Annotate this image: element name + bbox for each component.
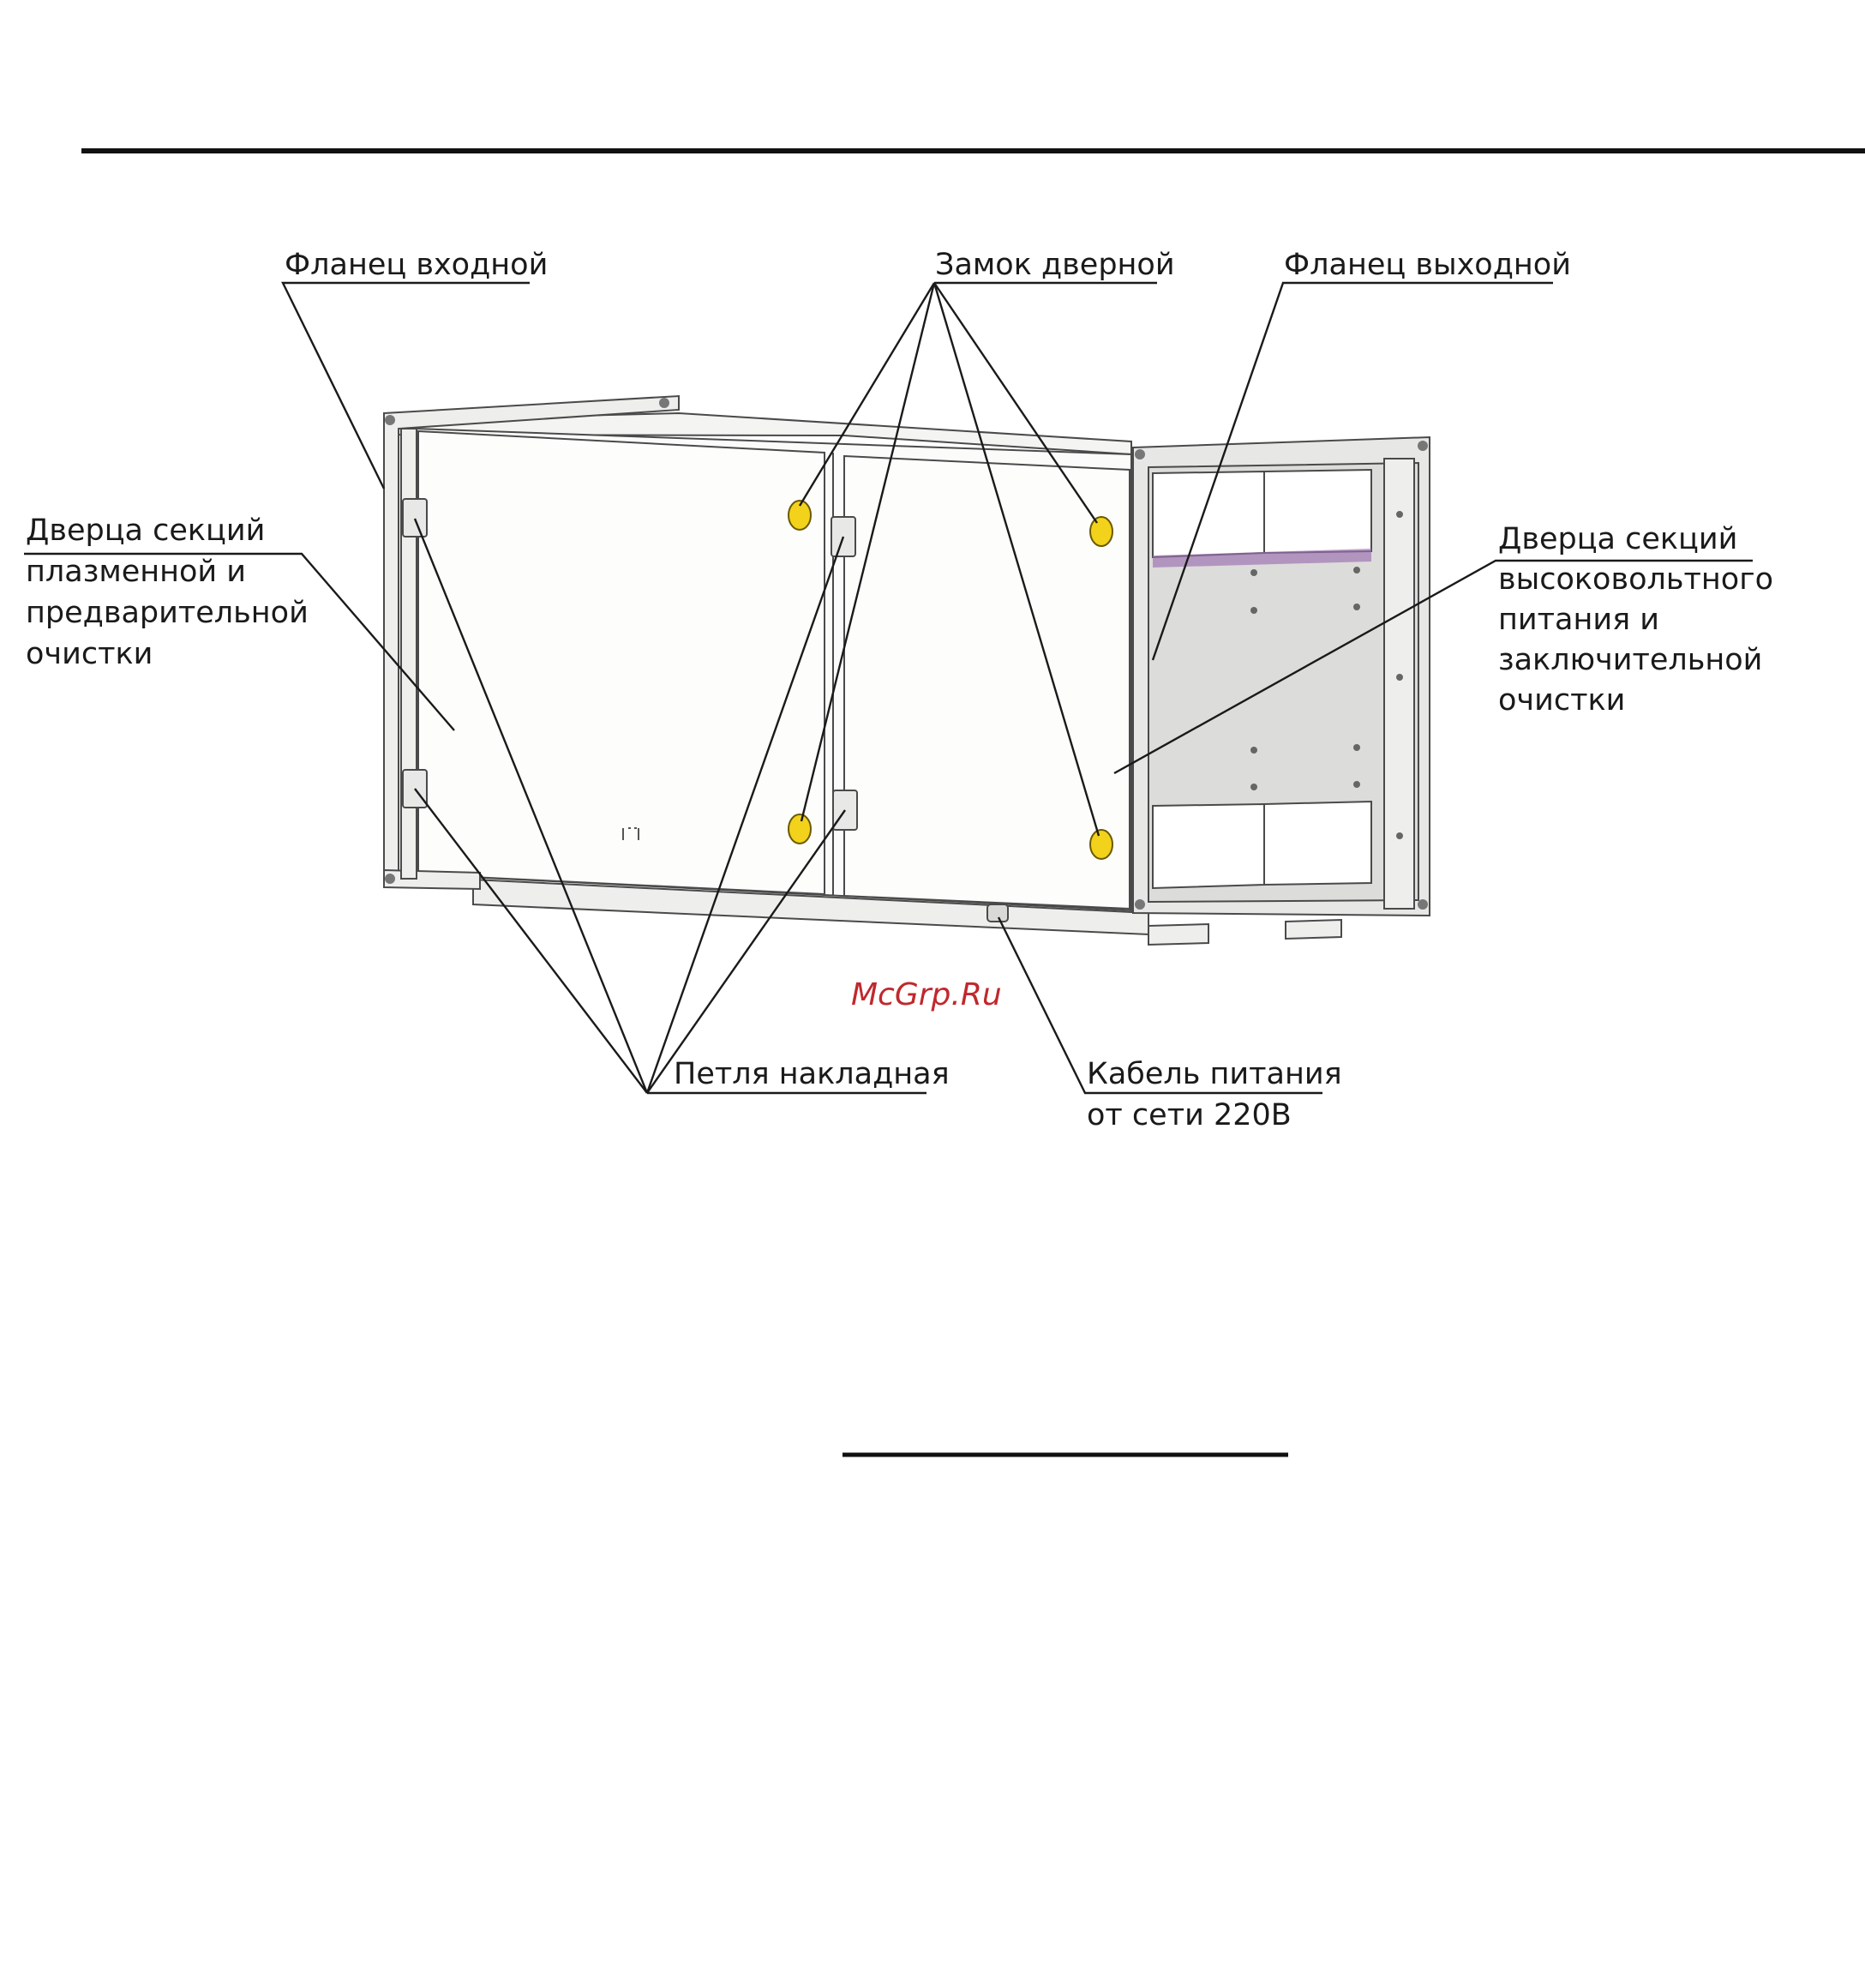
label-inlet-flange: Фланец входной [285,248,549,282]
air-cleaner-unit [384,396,1430,945]
label-left-door-line: Дверца секций [26,514,266,548]
watermark: McGrp.Ru [851,977,1002,1012]
label-right-door-line: заключительной [1498,643,1763,677]
label-left-door-line: предварительной [26,596,309,630]
door-lock [789,814,811,844]
left-door [418,431,825,894]
label-right-door-line: высоковольтного [1498,562,1773,597]
cable-gland [987,904,1008,922]
label-power-cable-line: Кабель питания [1087,1057,1342,1091]
label-right-door-line: питания и [1498,603,1660,637]
label-left-door-line: очистки [26,637,153,671]
label-outlet-flange: Фланец выходной [1284,248,1571,282]
label-left-door-line: плазменной и [26,555,247,589]
label-right-door-line: очистки [1498,683,1626,718]
label-door-lock: Замок дверной [935,248,1175,282]
label-hinge: Петля накладная [674,1057,950,1091]
label-power-cable [1087,1057,1342,1132]
label-right-door [1498,522,1773,718]
door-lock [1090,517,1112,546]
label-left-door [26,514,309,671]
door-lock [1090,830,1112,859]
hinge [403,499,427,537]
right-door [844,456,1130,909]
label-power-cable-line: от сети 220В [1087,1098,1292,1132]
label-right-door-line: Дверца секций [1498,522,1738,556]
